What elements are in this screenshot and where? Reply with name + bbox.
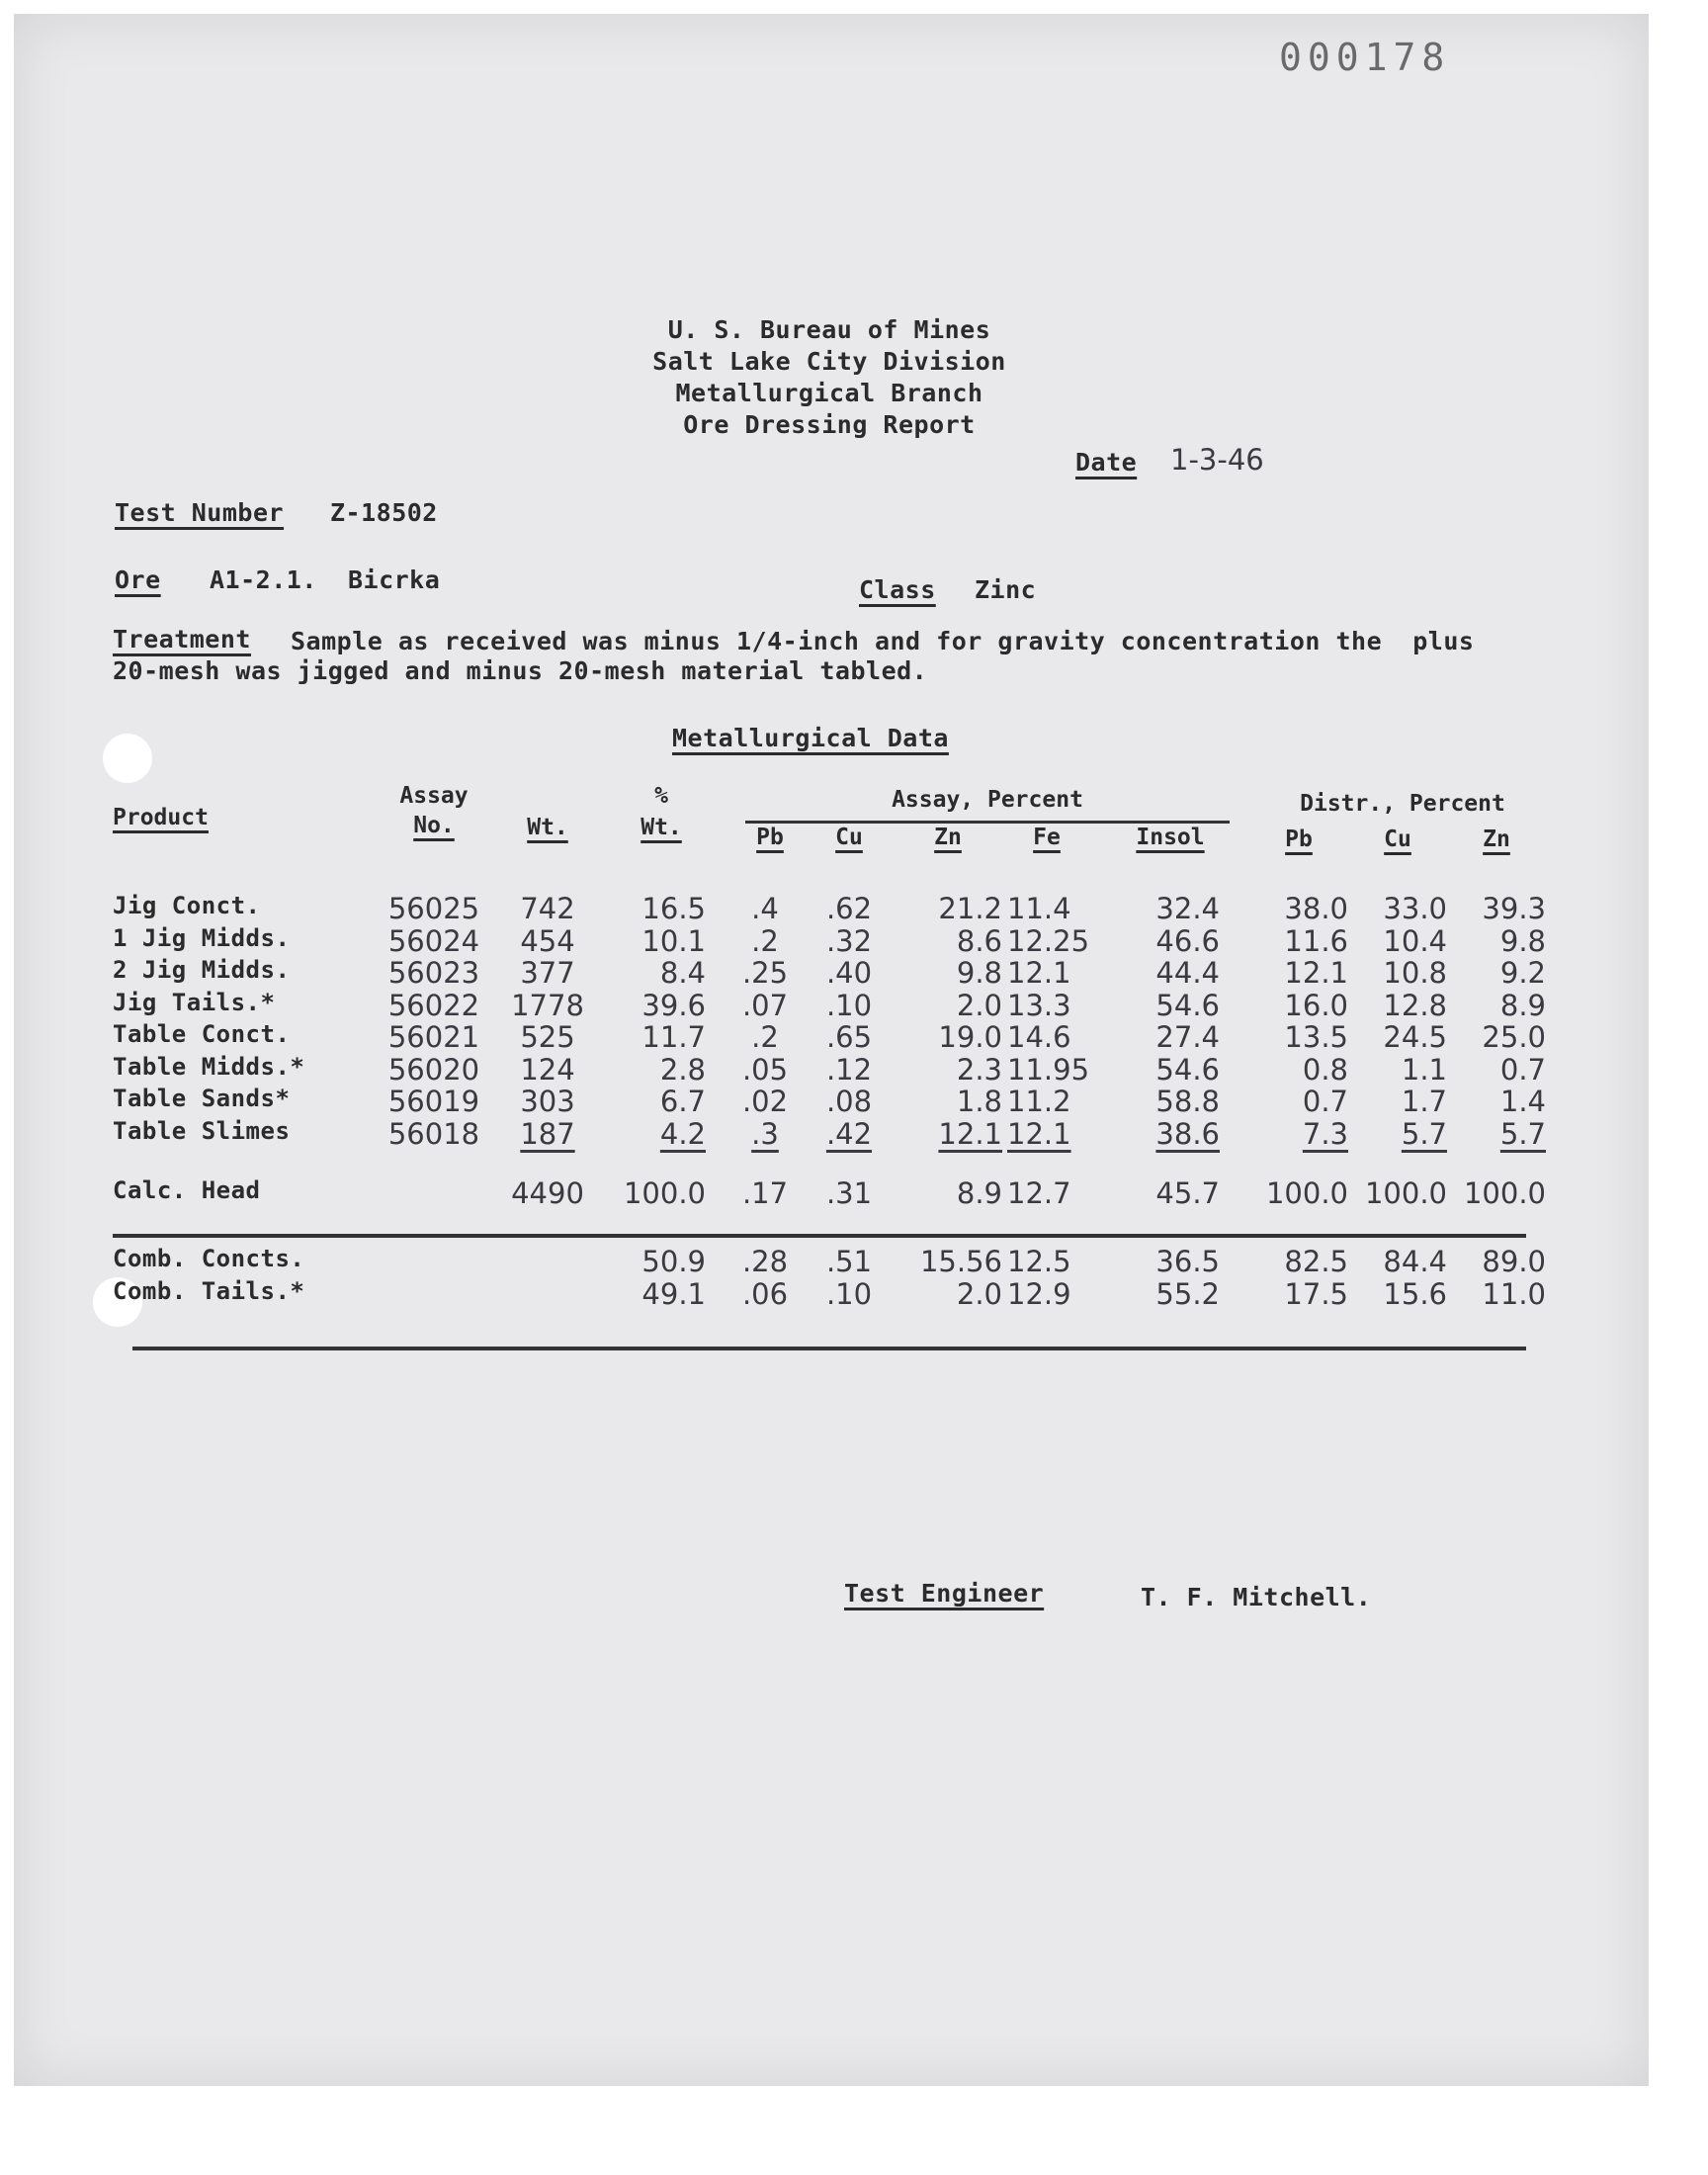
table-row-2-product: 1 Jig Midds.	[113, 923, 291, 952]
table-row-4-cu: .10	[825, 988, 873, 1022]
header-pct-wt-1: %	[654, 783, 668, 809]
table-row-2-pct-wt: 10.1	[641, 923, 706, 958]
table-row-3-wt: 377	[520, 956, 575, 990]
table-row-2-pb: .2	[751, 923, 779, 958]
combined-row-2-fe: 12.9	[1007, 1277, 1071, 1311]
table-row-3-d-cu: 10.8	[1383, 956, 1447, 990]
table-row-5-product: Table Conct.	[113, 1020, 291, 1048]
combined-row-1-cu: .51	[825, 1245, 873, 1278]
header-assay-no-2: No.	[413, 813, 455, 838]
date-label: Date	[1075, 448, 1138, 477]
table-row-1-zn: 21.2	[938, 892, 1002, 925]
table-row-4-d-cu: 12.8	[1383, 988, 1447, 1022]
combined-row-2-cu: .10	[825, 1277, 873, 1311]
table-row-2-cu: .32	[825, 923, 873, 958]
table-row-3-fe: 12.1	[1007, 956, 1071, 990]
group-header-distr: Distr., Percent	[1300, 791, 1505, 817]
header-insol: Insol	[1136, 825, 1205, 850]
calc-head-row-product: Calc. Head	[113, 1176, 261, 1204]
calc-head-row-pct-wt: 100.0	[623, 1176, 706, 1210]
table-row-7-pct-wt: 6.7	[659, 1085, 706, 1118]
combined-row-1-zn: 15.56	[919, 1245, 1002, 1278]
table-row-5-d-zn: 25.0	[1482, 1020, 1546, 1054]
table-row-4-pct-wt: 39.6	[641, 988, 706, 1022]
table-row-7-fe: 11.2	[1007, 1085, 1071, 1118]
table-row-1-pb: .4	[751, 892, 779, 925]
header-line-4: Ore Dressing Report	[683, 410, 976, 439]
test-number-value: Z-18502	[330, 498, 438, 527]
table-row-8-fe: 12.1	[1007, 1116, 1071, 1151]
table-row-5-pb: .2	[751, 1020, 779, 1054]
treatment-line-2: 20-mesh was jigged and minus 20-mesh material tabled.	[113, 656, 928, 685]
table-row-5-insol: 27.4	[1155, 1020, 1220, 1054]
document-number: 000178	[1279, 36, 1451, 79]
table-row-3-d-pb: 12.1	[1284, 956, 1348, 990]
table-row-1-d-pb: 38.0	[1284, 892, 1348, 925]
test-engineer-label: Test Engineer	[844, 1579, 1045, 1608]
table-row-4-zn: 2.0	[956, 988, 1002, 1022]
header-product: Product	[113, 805, 209, 830]
header-distr-zn: Zn	[1483, 826, 1510, 852]
combined-row-2-pct-wt: 49.1	[641, 1277, 706, 1311]
table-row-6-cu: .12	[825, 1052, 873, 1087]
table-row-4-product: Jig Tails.*	[113, 988, 276, 1016]
group-rule-assay	[745, 821, 1230, 824]
class-value: Zinc	[975, 575, 1037, 604]
calc-head-row-cu: .31	[825, 1176, 873, 1210]
table-row-8-pct-wt: 4.2	[659, 1116, 706, 1151]
table-row-5-assay-no: 56021	[387, 1020, 480, 1054]
header-pb: Pb	[756, 825, 784, 850]
table-row-7-cu: .08	[825, 1085, 873, 1118]
table-row-7-zn: 1.8	[956, 1085, 1002, 1118]
table-row-1-product: Jig Conct.	[113, 892, 261, 919]
date-value: 1-3-46	[1170, 443, 1264, 477]
table-row-5-d-cu: 24.5	[1383, 1020, 1447, 1054]
calc-head-row-pb: .17	[741, 1176, 789, 1210]
header-line-3: Metallurgical Branch	[675, 379, 983, 407]
table-row-2-fe: 12.25	[1007, 923, 1090, 958]
header-line-2: Salt Lake City Division	[652, 347, 1006, 376]
combined-row-1-product: Comb. Concts.	[113, 1245, 305, 1272]
table-row-5-pct-wt: 11.7	[641, 1020, 706, 1054]
punch-hole-top	[103, 734, 152, 783]
table-row-6-product: Table Midds.*	[113, 1052, 305, 1081]
calc-head-row-fe: 12.7	[1007, 1176, 1071, 1210]
table-row-6-pb: .05	[741, 1052, 789, 1087]
table-row-1-d-cu: 33.0	[1383, 892, 1447, 925]
calc-head-row-d-cu: 100.0	[1364, 1176, 1447, 1210]
table-row-1-d-zn: 39.3	[1482, 892, 1546, 925]
combined-row-2-insol: 55.2	[1155, 1277, 1220, 1311]
table-row-7-product: Table Sands*	[113, 1085, 291, 1112]
table-row-1-wt: 742	[520, 892, 575, 925]
table-row-4-d-pb: 16.0	[1284, 988, 1348, 1022]
header-fe: Fe	[1033, 825, 1061, 850]
table-row-5-wt: 525	[520, 1020, 575, 1054]
section-title: Metallurgical Data	[672, 724, 949, 752]
table-row-7-d-zn: 1.4	[1499, 1085, 1546, 1118]
header-zn: Zn	[934, 825, 962, 850]
combined-row-2-d-cu: 15.6	[1383, 1277, 1447, 1311]
calc-head-row-insol: 45.7	[1155, 1176, 1220, 1210]
calc-head-row-wt: 4490	[511, 1176, 584, 1210]
table-row-8-insol: 38.6	[1155, 1116, 1220, 1151]
test-engineer-name: T. F. Mitchell.	[1141, 1583, 1372, 1611]
combined-row-2-pb: .06	[741, 1277, 789, 1311]
table-row-7-d-cu: 1.7	[1401, 1085, 1447, 1118]
table-row-8-zn: 12.1	[938, 1116, 1002, 1151]
calc-head-row-d-pb: 100.0	[1265, 1176, 1348, 1210]
table-row-8-d-pb: 7.3	[1302, 1116, 1348, 1151]
combined-row-1-pct-wt: 50.9	[641, 1245, 706, 1278]
table-row-3-insol: 44.4	[1155, 956, 1220, 990]
table-row-2-zn: 8.6	[956, 923, 1002, 958]
table-row-6-wt: 124	[520, 1052, 575, 1087]
table-row-4-insol: 54.6	[1155, 988, 1220, 1022]
header-wt: Wt.	[527, 815, 568, 840]
table-row-6-zn: 2.3	[956, 1052, 1002, 1087]
document-page	[14, 14, 1649, 2086]
calc-head-row-d-zn: 100.0	[1463, 1176, 1546, 1210]
table-row-4-fe: 13.3	[1007, 988, 1071, 1022]
table-row-6-d-pb: 0.8	[1302, 1052, 1348, 1087]
class-label: Class	[859, 575, 936, 604]
table-row-5-cu: .65	[825, 1020, 873, 1054]
table-row-8-assay-no: 56018	[387, 1116, 480, 1151]
table-row-7-insol: 58.8	[1155, 1085, 1220, 1118]
table-row-2-assay-no: 56024	[387, 923, 480, 958]
table-row-3-pb: .25	[741, 956, 789, 990]
header-distr-pb: Pb	[1285, 826, 1313, 852]
combined-row-1-fe: 12.5	[1007, 1245, 1071, 1278]
table-row-5-zn: 19.0	[938, 1020, 1002, 1054]
table-row-7-assay-no: 56019	[387, 1085, 480, 1118]
table-row-3-assay-no: 56023	[387, 956, 480, 990]
header-assay-no-1: Assay	[399, 783, 469, 809]
table-row-4-d-zn: 8.9	[1499, 988, 1546, 1022]
test-number-label: Test Number	[115, 498, 285, 527]
table-row-1-pct-wt: 16.5	[641, 892, 706, 925]
combined-row-2-product: Comb. Tails.*	[113, 1277, 305, 1305]
treatment-line-1: Sample as received was minus 1/4-inch and for gravity concentration the plus	[291, 627, 1475, 655]
combined-row-1-d-pb: 82.5	[1284, 1245, 1348, 1278]
table-row-6-d-cu: 1.1	[1401, 1052, 1447, 1087]
table-row-6-fe: 11.95	[1007, 1052, 1090, 1087]
table-row-8-product: Table Slimes	[113, 1116, 291, 1145]
header-cu: Cu	[835, 825, 863, 850]
treatment-label: Treatment	[113, 625, 251, 653]
combined-row-1-pb: .28	[741, 1245, 789, 1278]
table-row-7-pb: .02	[741, 1085, 789, 1118]
table-row-6-pct-wt: 2.8	[659, 1052, 706, 1087]
ore-value: A1-2.1. Bicrka	[210, 566, 441, 594]
table-row-2-d-zn: 9.8	[1499, 923, 1546, 958]
calc-head-row-zn: 8.9	[956, 1176, 1002, 1210]
table-row-2-d-pb: 11.6	[1284, 923, 1348, 958]
table-row-1-assay-no: 56025	[387, 892, 480, 925]
table-row-4-pb: .07	[741, 988, 789, 1022]
table-row-7-wt: 303	[520, 1085, 575, 1118]
combined-row-1-d-zn: 89.0	[1482, 1245, 1546, 1278]
rule-bottom	[132, 1347, 1526, 1350]
table-row-3-zn: 9.8	[956, 956, 1002, 990]
table-row-4-wt: 1778	[511, 988, 584, 1022]
table-row-5-fe: 14.6	[1007, 1020, 1071, 1054]
header-line-1: U. S. Bureau of Mines	[667, 315, 991, 344]
table-row-1-insol: 32.4	[1155, 892, 1220, 925]
table-row-5-d-pb: 13.5	[1284, 1020, 1348, 1054]
table-row-6-insol: 54.6	[1155, 1052, 1220, 1087]
table-row-8-d-cu: 5.7	[1401, 1116, 1447, 1151]
table-row-8-cu: .42	[825, 1116, 873, 1151]
table-row-8-wt: 187	[520, 1116, 575, 1151]
combined-row-1-insol: 36.5	[1155, 1245, 1220, 1278]
table-row-3-pct-wt: 8.4	[659, 956, 706, 990]
table-row-2-insol: 46.6	[1155, 923, 1220, 958]
combined-row-2-d-zn: 11.0	[1482, 1277, 1546, 1311]
table-row-8-d-zn: 5.7	[1499, 1116, 1546, 1151]
ore-label: Ore	[115, 566, 161, 594]
combined-row-2-d-pb: 17.5	[1284, 1277, 1348, 1311]
table-row-3-product: 2 Jig Midds.	[113, 956, 291, 984]
rule-below-calc-head	[113, 1234, 1526, 1238]
table-row-8-pb: .3	[751, 1116, 779, 1151]
combined-row-2-zn: 2.0	[956, 1277, 1002, 1311]
table-row-6-d-zn: 0.7	[1499, 1052, 1546, 1087]
table-row-4-assay-no: 56022	[387, 988, 480, 1022]
group-header-assay: Assay, Percent	[892, 787, 1083, 813]
table-row-7-d-pb: 0.7	[1302, 1085, 1348, 1118]
table-row-2-d-cu: 10.4	[1383, 923, 1447, 958]
table-row-1-cu: .62	[825, 892, 873, 925]
combined-row-1-d-cu: 84.4	[1383, 1245, 1447, 1278]
table-row-1-fe: 11.4	[1007, 892, 1071, 925]
table-row-2-wt: 454	[520, 923, 575, 958]
table-row-6-assay-no: 56020	[387, 1052, 480, 1087]
header-pct-wt-2: Wt.	[640, 815, 682, 840]
table-row-3-d-zn: 9.2	[1499, 956, 1546, 990]
header-distr-cu: Cu	[1384, 826, 1411, 852]
table-row-3-cu: .40	[825, 956, 873, 990]
